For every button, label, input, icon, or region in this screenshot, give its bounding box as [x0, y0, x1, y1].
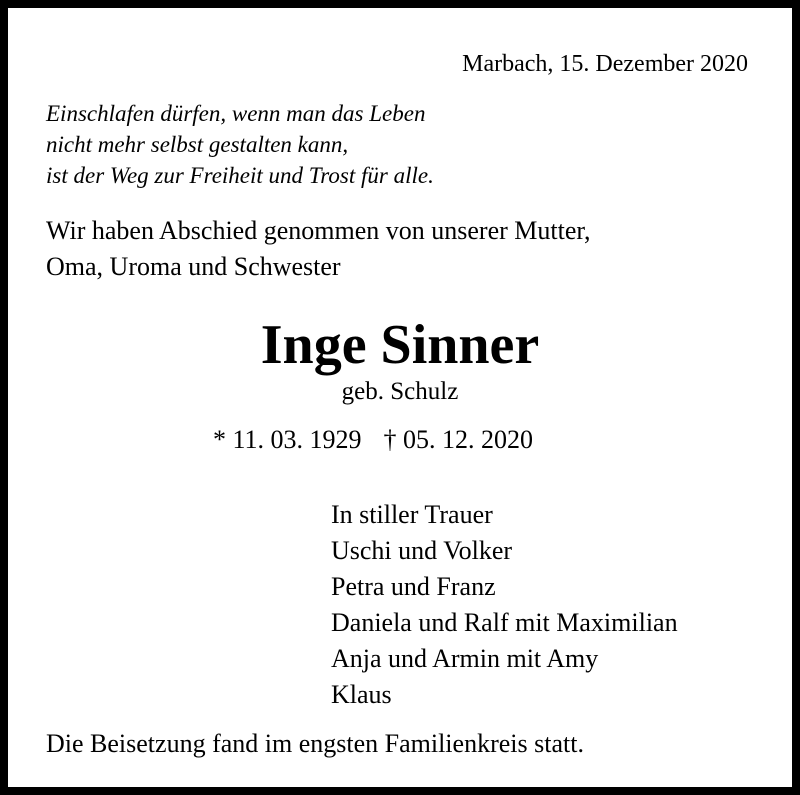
mourner-line: Anja und Armin mit Amy: [331, 644, 599, 673]
intro-text: [46, 213, 591, 285]
maiden-name: geb. Schulz: [341, 378, 459, 405]
mourner-line: Uschi und Volker: [331, 536, 513, 565]
deceased-name: Inge Sinner: [260, 314, 540, 376]
mourner-line: Klaus: [331, 680, 392, 709]
death-date: † 05. 12. 2020: [383, 425, 534, 454]
burial-note: Die Beisetzung fand im engsten Familienkreis statt.: [46, 729, 584, 758]
life-dates: [213, 424, 533, 456]
intro-line: Oma, Uroma und Schwester: [46, 252, 341, 281]
place-date: Marbach, 15. Dezember 2020: [462, 51, 748, 77]
poem-line: nicht mehr selbst gestalten kann,: [46, 132, 349, 157]
poem: [46, 98, 434, 191]
birth-date: * 11. 03. 1929: [213, 425, 362, 454]
poem-line: ist der Weg zur Freiheit und Trost für alle.: [46, 163, 434, 188]
mourner-line: Petra und Franz: [331, 572, 496, 601]
mourners-list: [331, 497, 678, 713]
intro-line: Wir haben Abschied genommen von unserer Mutter,: [46, 216, 591, 245]
mourner-line: In stiller Trauer: [331, 500, 493, 529]
poem-line: Einschlafen dürfen, wenn man das Leben: [46, 101, 426, 126]
mourner-line: Daniela und Ralf mit Maximilian: [331, 608, 678, 637]
